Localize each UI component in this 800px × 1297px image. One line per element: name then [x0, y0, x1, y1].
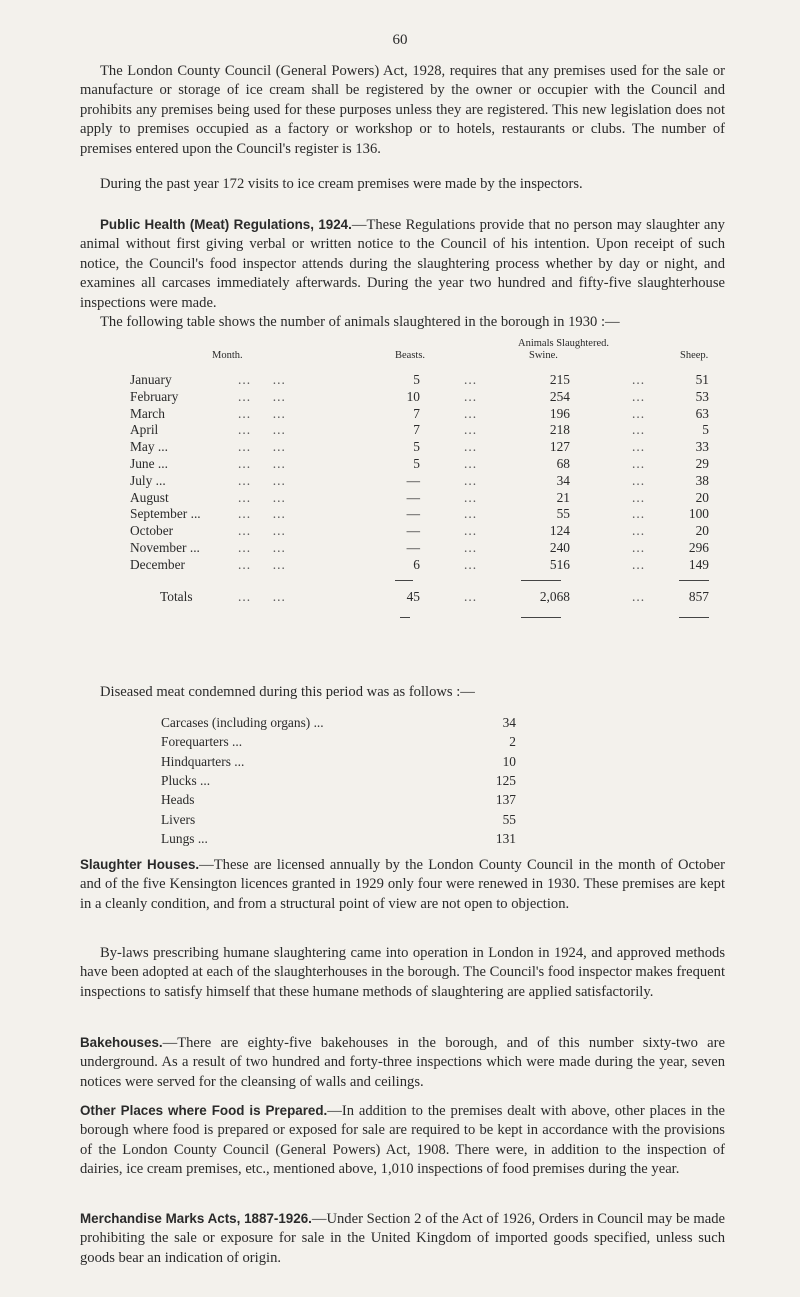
dot-leader: ... ...	[238, 472, 286, 488]
swine-cell: 215	[549, 372, 570, 387]
month-cell: September ...	[130, 506, 201, 522]
dot-leader: ...	[632, 422, 646, 438]
condemned-count: 2	[509, 734, 516, 750]
month-cell: July ...	[130, 472, 166, 488]
table-row	[0, 506, 800, 522]
rule	[679, 617, 709, 618]
dot-leader: ...	[632, 540, 646, 555]
group-header: Animals Slaughtered.	[518, 338, 609, 349]
condemned-row	[0, 754, 800, 770]
dot-leader: ... ...	[238, 506, 286, 522]
dot-leader: ...	[464, 388, 478, 404]
bakehouses-paragraph	[80, 1033, 725, 1092]
beasts-cell: 5	[413, 439, 420, 455]
swine-cell: 55	[556, 506, 570, 522]
dot-leader: ...	[464, 506, 478, 522]
sheep-cell: 53	[695, 388, 709, 404]
dot-leader: ...	[464, 556, 478, 572]
dot-leader: ...	[632, 556, 646, 572]
table-row	[0, 523, 800, 539]
sheep-cell: 100	[688, 506, 709, 522]
table-row	[0, 473, 800, 489]
condemned-item: Livers	[161, 811, 196, 827]
totals-sheep: 857	[688, 589, 709, 604]
condemned-row	[0, 792, 800, 808]
dot-leader: ... ...	[238, 540, 286, 555]
dot-leader: ...	[632, 388, 646, 404]
col-sheep-header: Sheep.	[680, 350, 709, 361]
condemned-intro: Diseased meat condemned during this period was as follows :—	[100, 684, 475, 700]
dot-leader: ...	[632, 439, 646, 455]
page-number: 60	[392, 32, 408, 48]
table-row	[0, 439, 800, 455]
month-cell: June ...	[130, 456, 168, 471]
sheep-cell: 20	[695, 523, 709, 539]
rule	[395, 580, 413, 581]
dot-leader: ... ...	[238, 489, 286, 505]
sheep-cell: 38	[695, 472, 709, 488]
month-cell: November ...	[130, 540, 200, 555]
table-row	[0, 406, 800, 422]
month-cell: February	[130, 388, 179, 404]
rule	[521, 580, 561, 581]
condemned-item: Hindquarters ...	[161, 753, 245, 769]
dot-leader: ...	[632, 506, 646, 522]
swine-cell: 34	[556, 472, 570, 488]
rule	[400, 617, 410, 618]
dot-leader: ... ...	[238, 456, 286, 471]
col-month-header: Month.	[212, 350, 243, 361]
condemned-count: 34	[502, 715, 516, 730]
dot-leader: ...	[632, 472, 646, 488]
dot-leader: ...	[464, 523, 478, 539]
beasts-cell: 7	[413, 422, 420, 438]
dot-leader: ... ...	[238, 439, 286, 455]
dot-leader: ... ...	[238, 372, 286, 387]
merchandise-marks-paragraph	[80, 1209, 725, 1268]
condemned-count: 55	[502, 811, 516, 827]
sheep-cell: 20	[695, 489, 709, 505]
ice-cream-visits-paragraph: During the past year 172 visits to ice cream premises were made by the inspectors.	[100, 176, 583, 192]
month-cell: October	[130, 523, 174, 539]
condemned-row	[0, 734, 800, 750]
beasts-cell: 7	[413, 405, 420, 421]
dot-leader: ...	[632, 589, 646, 604]
other-places-text: —In addition to the premises dealt with above, other places in the borough where food is prepared or exposed for sale are required to be kept in accordance with the provisions of the London County Council (General Powers) Act, 1908. There were, in addition to the inspection of dairies, ice cream premises, etc., mentioned above, 1,010 inspections of food premises during the year.	[80, 1103, 725, 1178]
dot-leader: ...	[632, 489, 646, 505]
col-swine-header: Swine.	[529, 350, 558, 361]
slaughter-houses-heading: Slaughter Houses.	[80, 857, 200, 872]
swine-cell: 21	[556, 489, 570, 505]
swine-cell: 196	[549, 405, 570, 421]
dot-leader: ... ...	[238, 589, 286, 604]
month-cell: January	[130, 372, 172, 387]
table-row	[0, 372, 800, 388]
table-row	[0, 540, 800, 556]
slaughter-houses-paragraph	[80, 855, 725, 914]
totals-swine: 2,068	[539, 589, 570, 604]
totals-beasts: 45	[406, 589, 420, 604]
other-places-paragraph	[80, 1101, 725, 1180]
dot-leader: ...	[464, 439, 478, 455]
dot-leader: ... ...	[238, 523, 286, 539]
month-cell: August	[130, 489, 169, 505]
dot-leader: ... ...	[238, 556, 286, 572]
totals-row	[0, 589, 800, 605]
slaughter-houses-text: —These are licensed annually by the London County Council in the month of October and of the five Kensington licences granted in 1929 only four were renewed in 1930. These premises are kept in a cleanly condition, and from a structural point of view are not open to objection.	[80, 857, 725, 912]
beasts-cell: —	[406, 540, 420, 555]
dot-leader: ...	[632, 456, 646, 471]
table-row	[0, 557, 800, 573]
table-row	[0, 456, 800, 472]
month-cell: December	[130, 556, 186, 572]
beasts-cell: —	[406, 523, 420, 539]
dot-leader: ...	[464, 405, 478, 421]
merchandise-marks-text: —Under Section 2 of the Act of 1926, Orders in Council may be made prohibiting the sale or exposure for sale in the United Kingdom of imported goods specified, unless such goods bear an indication of origin.	[80, 1211, 726, 1266]
swine-cell: 240	[549, 540, 570, 555]
sheep-cell: 149	[688, 556, 709, 572]
swine-cell: 68	[556, 456, 570, 471]
bakehouses-heading: Bakehouses.	[80, 1035, 163, 1050]
condemned-item: Lungs ...	[161, 830, 208, 846]
bylaws-paragraph: By-laws prescribing humane slaughtering came into operation in London in 1924, and approved methods have been adopted at each of the slaughterhouses in the borough. The Council's food inspector makes frequent inspections to satisfy himself that these humane methods of slaughtering are applied satisfactorily.	[80, 945, 725, 1000]
rule	[521, 617, 561, 618]
condemned-row	[0, 715, 800, 731]
swine-cell: 218	[549, 422, 570, 438]
bakehouses-text: —There are eighty-five bakehouses in the borough, and of this number sixty-two are underground. As a result of two hundred and forty-three inspections which were made during the year, seven notices were served for the cleansing of walls and ceilings.	[80, 1035, 725, 1090]
dot-leader: ...	[464, 472, 478, 488]
condemned-row	[0, 773, 800, 789]
dot-leader: ...	[464, 589, 478, 604]
totals-label: Totals	[160, 589, 193, 604]
dot-leader: ... ...	[238, 405, 286, 421]
rule	[679, 580, 709, 581]
dot-leader: ...	[632, 405, 646, 421]
month-cell: April	[130, 422, 159, 438]
table-row	[0, 389, 800, 405]
swine-cell: 124	[549, 523, 570, 539]
condemned-count: 125	[495, 772, 516, 788]
condemned-item: Carcases (including organs) ...	[161, 715, 324, 730]
condemned-count: 10	[502, 753, 516, 769]
sheep-cell: 29	[695, 456, 709, 471]
swine-cell: 254	[549, 388, 570, 404]
condemned-item: Forequarters ...	[161, 734, 243, 750]
beasts-cell: 6	[413, 556, 420, 572]
condemned-count: 131	[495, 830, 516, 846]
dot-leader: ...	[464, 489, 478, 505]
swine-cell: 516	[549, 556, 570, 572]
sheep-cell: 296	[688, 540, 709, 555]
other-places-heading: Other Places where Food is Prepared.	[80, 1103, 328, 1118]
condemned-row	[0, 812, 800, 828]
dot-leader: ... ...	[238, 422, 286, 438]
meat-regulations-heading: Public Health (Meat) Regulations, 1924.	[100, 217, 352, 232]
dot-leader: ...	[464, 540, 478, 555]
sheep-cell: 63	[695, 405, 709, 421]
meat-regulations-text: —These Regulations provide that no person may slaughter any animal without first giving verbal or written notice to the Council of his intention. Upon receipt of such notice, the Council's food inspector attends during the slaughtering process whether by day or night, and examines all carcases immediately afterwards. During the year two hundred and fifty-five slaughterhouse inspections were made.	[80, 217, 725, 311]
beasts-cell: —	[406, 489, 420, 505]
dot-leader: ...	[464, 422, 478, 438]
dot-leader: ...	[464, 456, 478, 471]
merchandise-marks-heading: Merchandise Marks Acts, 1887-1926.	[80, 1211, 312, 1226]
dot-leader: ...	[632, 523, 646, 539]
ice-cream-paragraph: The London County Council (General Powers) Act, 1928, requires that any premises used for the sale or manufacture or storage of ice cream shall be registered by the owner or occupier with the Council and prohibits any premises being used for these purposes unless they are registered. This new legislation does not apply to premises occupied as a factory or workshop or to hotels, restaurants or clubs. The number of premises entered upon the Council's register is 136.	[80, 63, 725, 157]
beasts-cell: 5	[413, 456, 420, 471]
col-beasts-header: Beasts.	[395, 350, 426, 361]
dot-leader: ...	[632, 372, 646, 387]
table-row	[0, 422, 800, 438]
month-cell: May ...	[130, 439, 168, 455]
condemned-item: Plucks ...	[161, 772, 211, 788]
sheep-cell: 51	[695, 372, 709, 387]
beasts-cell: —	[406, 506, 420, 522]
beasts-cell: 10	[406, 388, 420, 404]
condemned-count: 137	[495, 792, 516, 808]
condemned-item: Heads	[161, 792, 195, 808]
beasts-cell: 5	[413, 372, 420, 387]
meat-regulations-paragraph	[80, 215, 725, 313]
dot-leader: ...	[464, 372, 478, 387]
dot-leader: ... ...	[238, 388, 286, 404]
beasts-cell: —	[406, 472, 420, 488]
month-cell: March	[130, 405, 165, 421]
sheep-cell: 33	[695, 439, 709, 455]
table-row	[0, 490, 800, 506]
slaughter-table-intro: The following table shows the number of animals slaughtered in the borough in 1930 :—	[100, 314, 620, 330]
condemned-row	[0, 831, 800, 847]
sheep-cell: 5	[702, 422, 709, 438]
swine-cell: 127	[549, 439, 570, 455]
